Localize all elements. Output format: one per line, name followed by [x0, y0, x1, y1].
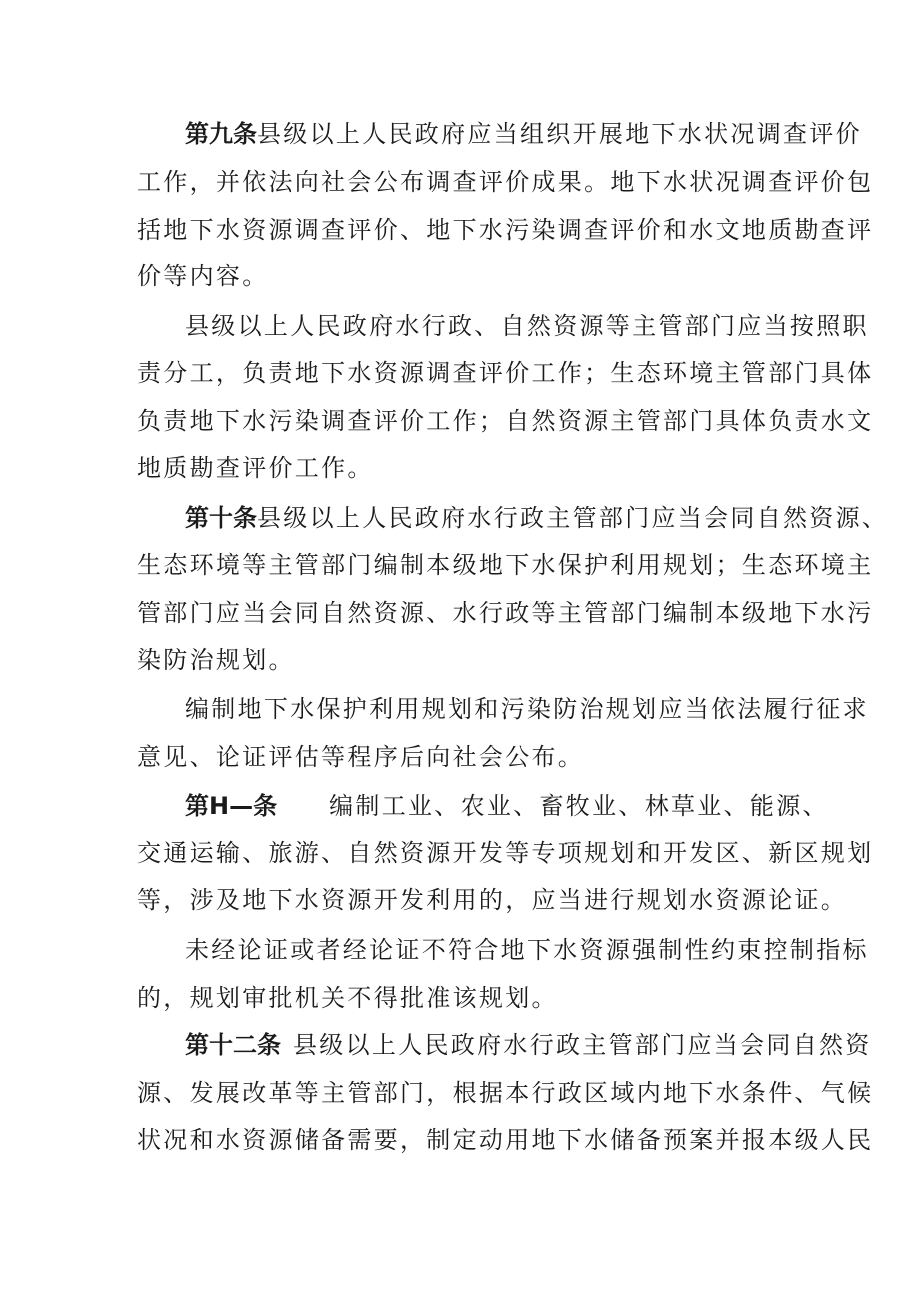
article-heading: 第十条 — [185, 504, 257, 532]
article-9-line-1 — [185, 118, 920, 150]
article-heading: 第十二条 — [185, 1031, 281, 1059]
paragraph-line: 的，规划审批机关不得批准该规划。 — [137, 984, 558, 1012]
paragraph-line: 地质勘查评价工作。 — [137, 454, 374, 482]
paragraph-line: 源、发展改革等主管部门，根据本行政区域内地下水条件、气候 — [137, 1079, 874, 1107]
article-10-line-1 — [185, 502, 920, 534]
paragraph-line: 未经论证或者经论证不符合地下水资源强制性约束控制指标 — [185, 936, 869, 964]
paragraph-text: 县级以上人民政府应当组织开展地下水状况调查评价 — [257, 120, 862, 148]
paragraph-text: 编制工业、农业、畜牧业、林草业、能源、 — [329, 792, 829, 820]
paragraph-line: 价等内容。 — [137, 262, 269, 290]
paragraph-line: 工作，并依法向社会公布调查评价成果。地下水状况调查评价包 — [137, 168, 874, 196]
paragraph-line: 状况和水资源储备需要，制定动用地下水储备预案并报本级人民 — [137, 1126, 874, 1154]
paragraph-line: 意见、论证评估等程序后向社会公布。 — [137, 743, 585, 771]
paragraph-line: 等，涉及地下水资源开发利用的，应当进行规划水资源论证。 — [137, 886, 848, 914]
paragraph-line: 负责地下水污染调查评价工作；自然资源主管部门具体负责水文 — [137, 407, 874, 435]
paragraph-line: 县级以上人民政府水行政、自然资源等主管部门应当按照职 — [185, 312, 869, 340]
article-heading: 第九条 — [185, 120, 257, 148]
article-heading: 第H—条 — [185, 792, 278, 820]
paragraph-line: 责分工，负责地下水资源调查评价工作；生态环境主管部门具体 — [137, 359, 874, 387]
paragraph-line: 交通运输、旅游、自然资源开发等专项规划和开发区、新区规划 — [137, 839, 874, 867]
paragraph-text: 县级以上人民政府水行政主管部门应当会同自然资源、 — [257, 504, 889, 532]
paragraph-line: 管部门应当会同自然资源、水行政等主管部门编制本级地下水污 — [137, 599, 874, 627]
article-12-line-1 — [185, 1029, 920, 1061]
paragraph-line: 生态环境等主管部门编制本级地下水保护利用规划；生态环境主 — [137, 551, 874, 579]
paragraph-line: 编制地下水保护利用规划和污染防治规划应当依法履行征求 — [185, 695, 869, 723]
paragraph-text: 县级以上人民政府水行政主管部门应当会同自然资 — [293, 1031, 872, 1059]
paragraph-line: 括地下水资源调查评价、地下水污染调查评价和水文地质勘查评 — [137, 216, 874, 244]
paragraph-line: 染防治规划。 — [137, 646, 295, 674]
article-11-line-1 — [185, 790, 920, 822]
